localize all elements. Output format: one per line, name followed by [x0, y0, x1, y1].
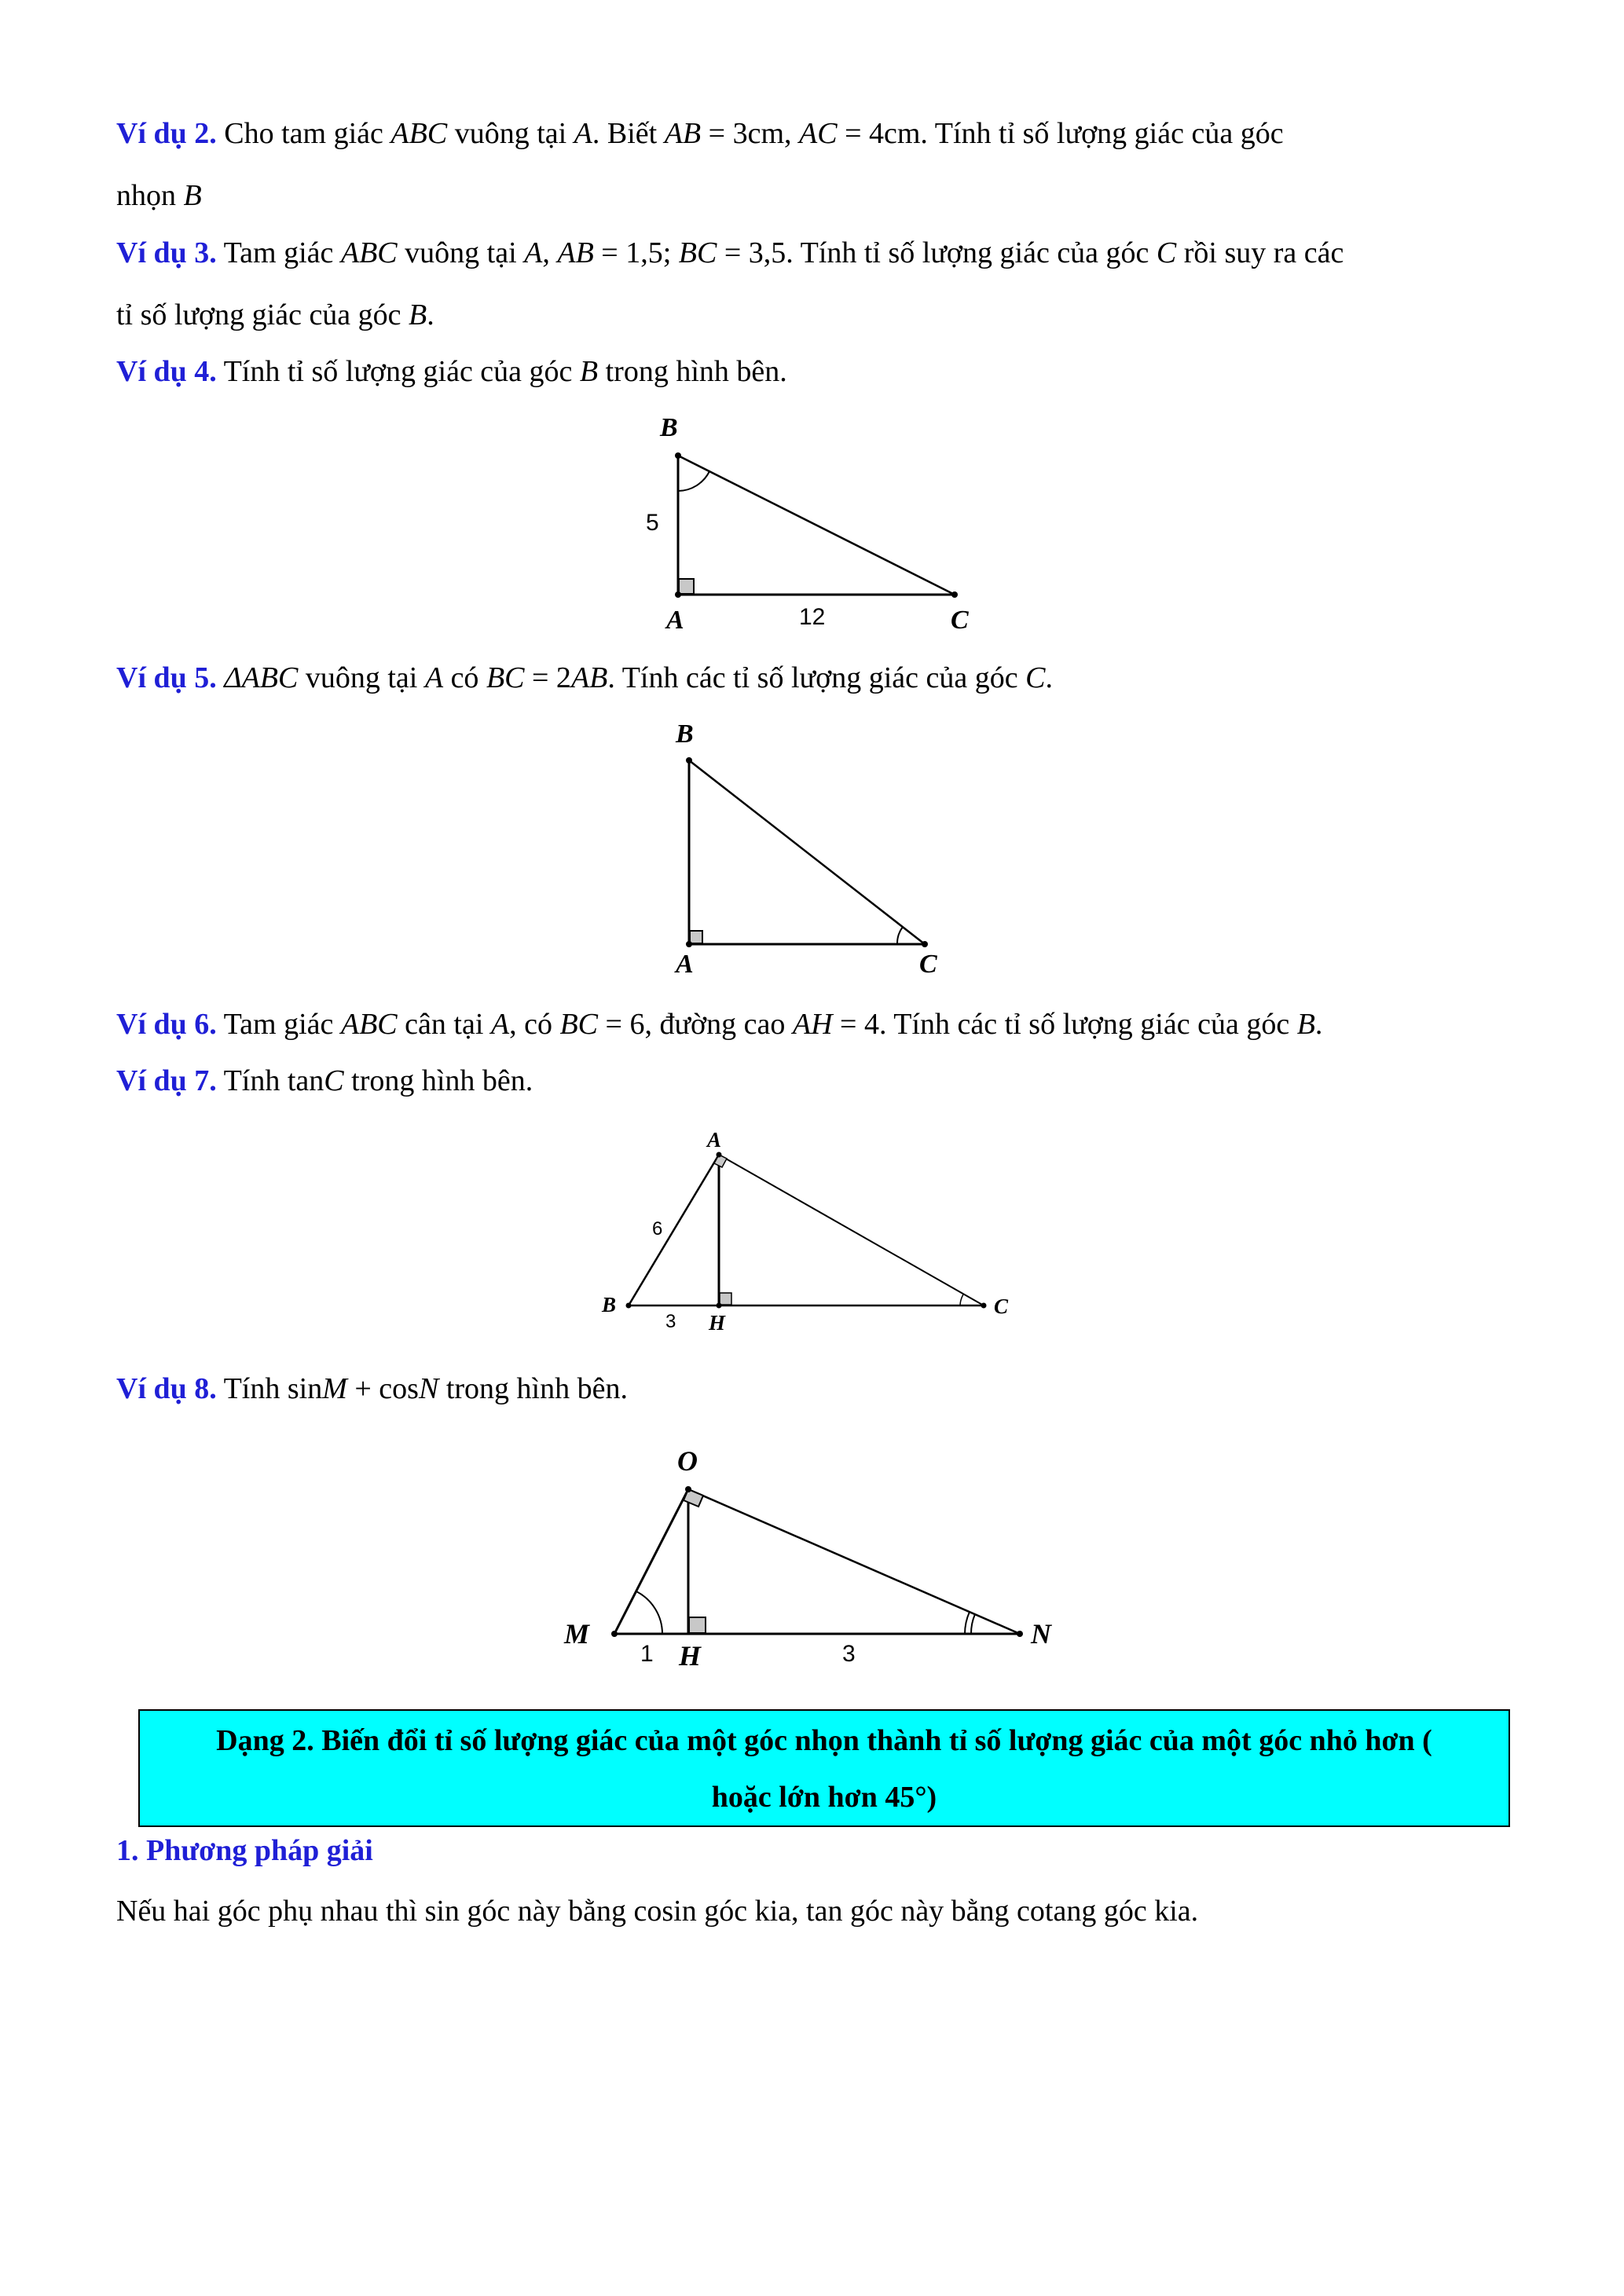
length-ab: 5 [646, 510, 659, 536]
example-label: Ví dụ 5. [116, 661, 217, 694]
example-label: Ví dụ 8. [116, 1372, 217, 1405]
example-3: Ví dụ 3. Tam giác ABC vuông tại A, AB = 1,5; BC = 3,5. Tính tỉ số lượng giác của góc C rồi suy ra các [116, 236, 1344, 269]
angle-c-arc [897, 927, 903, 944]
vertex-a [675, 591, 681, 598]
example-2: Ví dụ 2. Cho tam giác ABC vuông tại A. Biết AB = 3cm, AC = 4cm. Tính tỉ số lượng giác của góc [116, 117, 1284, 150]
length-ab: 6 [652, 1218, 663, 1240]
figure-example-5 [644, 719, 974, 978]
label-c: C [951, 606, 969, 635]
figure-example-4 [613, 412, 1006, 648]
example-3-line-2: tỉ số lượng giác của góc B. [116, 298, 434, 331]
right-angle-mark [690, 931, 702, 943]
vertex-a [686, 941, 692, 947]
example-label: Ví dụ 7. [116, 1064, 217, 1097]
label-h: H [709, 1311, 726, 1335]
example-label: Ví dụ 6. [116, 1008, 217, 1041]
label-h: H [679, 1640, 702, 1672]
label-c: C [919, 950, 937, 978]
vertex-o [685, 1486, 691, 1492]
vertex-a [717, 1152, 722, 1158]
label-a: A [707, 1128, 722, 1152]
side-ab [629, 1155, 719, 1305]
angle-n-arc-1 [971, 1614, 975, 1634]
label-a: A [666, 606, 684, 635]
vertex-b [626, 1303, 632, 1309]
section-title-line-1: Dạng 2. Biến đổi tỉ số lượng giác của một góc nhọn thành tỉ số lượng giác của một góc nhỏ hơn ( [216, 1724, 1432, 1757]
example-8: Ví dụ 8. Tính sinM + cosN trong hình bên. [116, 1372, 628, 1405]
angle-b-arc [678, 471, 709, 491]
label-c: C [994, 1294, 1009, 1318]
section-title-line-2: hoặc lớn hơn 45°) [711, 1781, 937, 1814]
label-m: M [564, 1618, 590, 1650]
length-ac: 12 [799, 604, 826, 630]
side-bc [689, 760, 925, 944]
right-angle-mark [679, 579, 694, 594]
label-b: B [602, 1293, 617, 1316]
length-mh: 1 [640, 1641, 654, 1667]
figure-example-7 [589, 1115, 1037, 1343]
method-text: Nếu hai góc phụ nhau thì sin góc này bằng cosin góc kia, tan góc này bằng cotang góc kia. [116, 1895, 1199, 1928]
vertex-n [1017, 1631, 1023, 1637]
label-n: N [1031, 1618, 1051, 1650]
example-7: Ví dụ 7. Tính tanC trong hình bên. [116, 1064, 533, 1097]
label-o: O [677, 1445, 698, 1477]
section-box-dang-2 [138, 1709, 1510, 1827]
label-b: B [660, 413, 678, 442]
right-angle-mark-h [720, 1293, 731, 1305]
length-hn: 3 [842, 1641, 856, 1667]
angle-n-arc-2 [965, 1612, 970, 1634]
vertex-m [611, 1631, 618, 1637]
example-label: Ví dụ 3. [116, 236, 217, 269]
right-angle-mark-h [689, 1617, 706, 1633]
label-a: A [676, 950, 694, 978]
side-bc [678, 456, 955, 595]
example-2-line-2: nhọn B [116, 179, 202, 212]
example-6: Ví dụ 6. Tam giác ABC cân tại A, có BC = 6, đường cao AH = 4. Tính các tỉ số lượng giác của góc B. [116, 1008, 1323, 1041]
example-4: Ví dụ 4. Tính tỉ số lượng giác của góc B trong hình bên. [116, 355, 787, 388]
vertex-b [675, 452, 681, 459]
label-b: B [676, 720, 694, 749]
method-heading: 1. Phương pháp giải [116, 1834, 373, 1867]
angle-c-arc [960, 1294, 963, 1305]
angle-m-arc [636, 1591, 662, 1634]
example-label: Ví dụ 4. [116, 355, 217, 388]
vertex-h [717, 1303, 722, 1309]
side-mo [614, 1489, 688, 1634]
figure-example-8 [550, 1430, 1069, 1689]
vertex-c [922, 941, 928, 947]
vertex-c [981, 1303, 987, 1309]
vertex-b [686, 757, 692, 764]
vertex-c [951, 591, 958, 598]
length-bh: 3 [665, 1311, 676, 1332]
example-label: Ví dụ 2. [116, 117, 217, 150]
side-ac [719, 1155, 984, 1305]
example-5: Ví dụ 5. ΔABC vuông tại A có BC = 2AB. Tính các tỉ số lượng giác của góc C. [116, 661, 1053, 694]
